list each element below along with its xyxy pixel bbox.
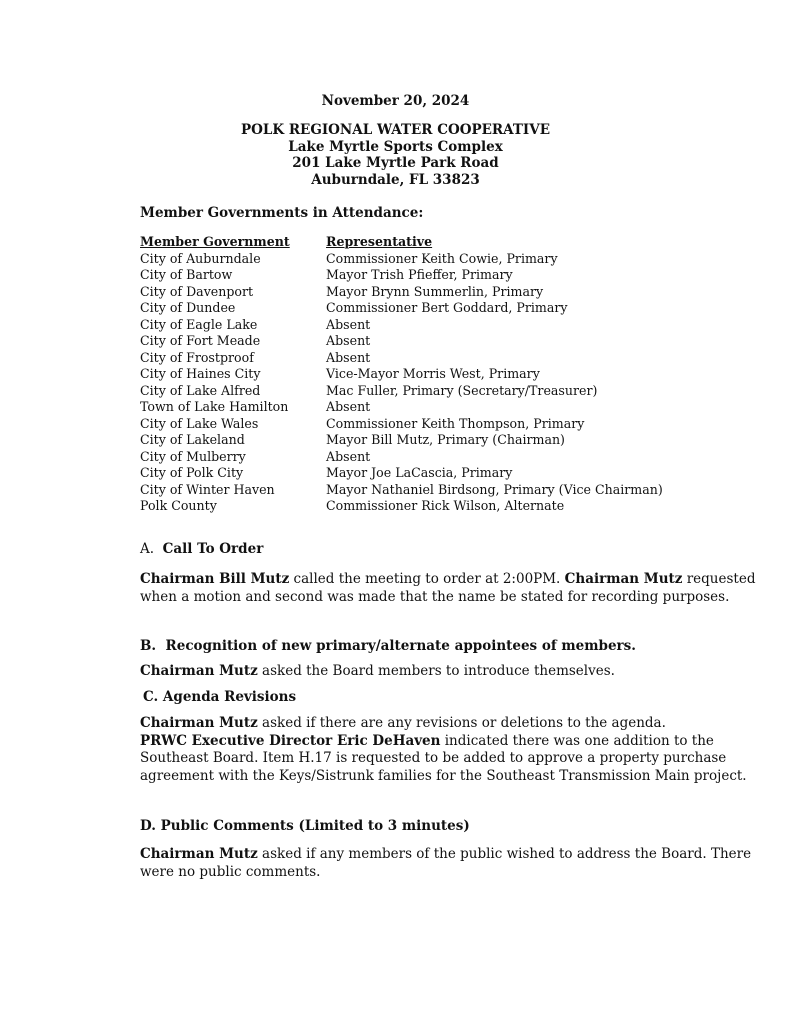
attendance-row [140, 383, 663, 400]
representative: Absent [326, 316, 371, 332]
representative: Mayor Bill Mutz, Primary (Chairman) [326, 432, 565, 447]
section-d-bold-1: Chairman Mutz [140, 846, 258, 862]
attendance-row [140, 482, 663, 499]
attendance-row [140, 317, 663, 334]
section-b-title: Recognition of new primary/alternate appointees of members. [165, 638, 636, 654]
member-government: City of Fort Meade [140, 333, 261, 348]
member-government: City of Winter Haven [140, 481, 275, 497]
member-government: City of Mulberry [140, 448, 246, 464]
section-a-bold-2: Chairman Mutz [564, 571, 683, 587]
member-government: Polk County [140, 498, 217, 513]
section-d-paragraph [140, 846, 760, 881]
venue-name: Lake Myrtle Sports Complex [288, 138, 503, 155]
representative: Commissioner Keith Thompson, Primary [326, 415, 585, 431]
address-line-1: 201 Lake Myrtle Park Road [292, 155, 499, 171]
meeting-date: November 20, 2024 [321, 93, 470, 109]
member-government: City of Davenport [140, 283, 254, 299]
representative: Absent [326, 399, 371, 414]
section-b-paragraph [140, 663, 760, 681]
section-a-title: Call To Order [162, 541, 264, 557]
section-a-text-2: requested when a motion and second was made that the name be stated for recording purposes. [140, 571, 756, 605]
address-line-2: Auburndale, FL 33823 [311, 171, 480, 188]
attendance-row [140, 498, 663, 515]
representative: Absent [326, 448, 371, 464]
attendance-row [140, 465, 663, 482]
column-header-member: Member Government [140, 234, 290, 249]
section-c-heading: C. Agenda Revisions [143, 689, 297, 705]
attendance-row [140, 267, 663, 284]
representative: Vice-Mayor Morris West, Primary [326, 366, 540, 381]
attendance-row [140, 333, 663, 350]
attendance-row [140, 432, 663, 449]
representative: Mayor Brynn Summerlin, Primary [326, 283, 544, 299]
representative: Mayor Trish Pfieffer, Primary [326, 267, 513, 282]
section-a-heading [140, 541, 760, 559]
section-d-heading: D. Public Comments (Limited to 3 minutes) [140, 818, 470, 834]
column-header-representative: Representative [326, 234, 433, 249]
member-government: City of Dundee [140, 300, 236, 315]
member-government: City of Lakeland [140, 432, 245, 447]
member-government: City of Bartow [140, 267, 233, 282]
member-government: City of Lake Wales [140, 415, 259, 431]
member-government: City of Eagle Lake [140, 316, 258, 332]
member-government: City of Auburndale [140, 250, 261, 266]
section-c-bold-2: PRWC Executive Director Eric DeHaven [140, 732, 441, 749]
section-a-paragraph [140, 571, 760, 606]
member-government: City of Haines City [140, 366, 261, 381]
section-c-bold-1: Chairman Mutz [140, 715, 258, 731]
section-b-letter: B. [140, 638, 157, 654]
section-b-bold-1: Chairman Mutz [140, 663, 258, 679]
member-government: Town of Lake Hamilton [140, 399, 289, 414]
attendance-row [140, 251, 663, 268]
attendance-heading: Member Governments in Attendance: [140, 205, 424, 221]
attendance-row [140, 449, 663, 466]
member-government: City of Frostproof [140, 349, 254, 365]
representative: Commissioner Bert Goddard, Primary [326, 300, 568, 315]
section-c-text-2: indicated there was one addition to the Southeast Board. Item H.17 is requested to be added to approve a property purchase agreement with the Keys/Sistrunk families for the Southeast Transmission Main project. [140, 732, 747, 784]
section-c-text-1: asked if there are any revisions or deletions to the agenda. [257, 715, 666, 731]
section-b-text-1: asked the Board members to introduce themselves. [257, 663, 615, 679]
attendance-header-row [140, 234, 663, 251]
representative: Absent [326, 333, 371, 348]
representative: Mayor Joe LaCascia, Primary [326, 465, 513, 480]
member-government: City of Polk City [140, 465, 244, 480]
attendance-row [140, 284, 663, 301]
representative: Commissioner Keith Cowie, Primary [326, 250, 558, 266]
attendance-table [140, 234, 663, 515]
section-a-letter: A. [140, 541, 155, 557]
section-d-text-1: asked if any members of the public wished to address the Board. There were no public comments. [140, 846, 752, 880]
attendance-row [140, 350, 663, 367]
attendance-row [140, 300, 663, 317]
section-a-text-1: called the meeting to order at 2:00PM. [289, 571, 565, 587]
representative: Absent [326, 349, 371, 365]
organization-name: POLK REGIONAL WATER COOPERATIVE [240, 122, 551, 138]
representative: Mayor Nathaniel Birdsong, Primary (Vice Chairman) [326, 481, 663, 497]
member-government: City of Lake Alfred [140, 382, 261, 398]
meeting-header [0, 122, 791, 188]
attendance-row [140, 366, 663, 383]
attendance-row [140, 399, 663, 416]
attendance-row [140, 416, 663, 433]
section-a-bold-1: Chairman Bill Mutz [140, 571, 290, 587]
representative: Commissioner Rick Wilson, Alternate [326, 498, 565, 513]
section-c-paragraph [140, 715, 760, 785]
representative: Mac Fuller, Primary (Secretary/Treasurer) [326, 382, 598, 398]
section-b-heading [140, 638, 760, 656]
